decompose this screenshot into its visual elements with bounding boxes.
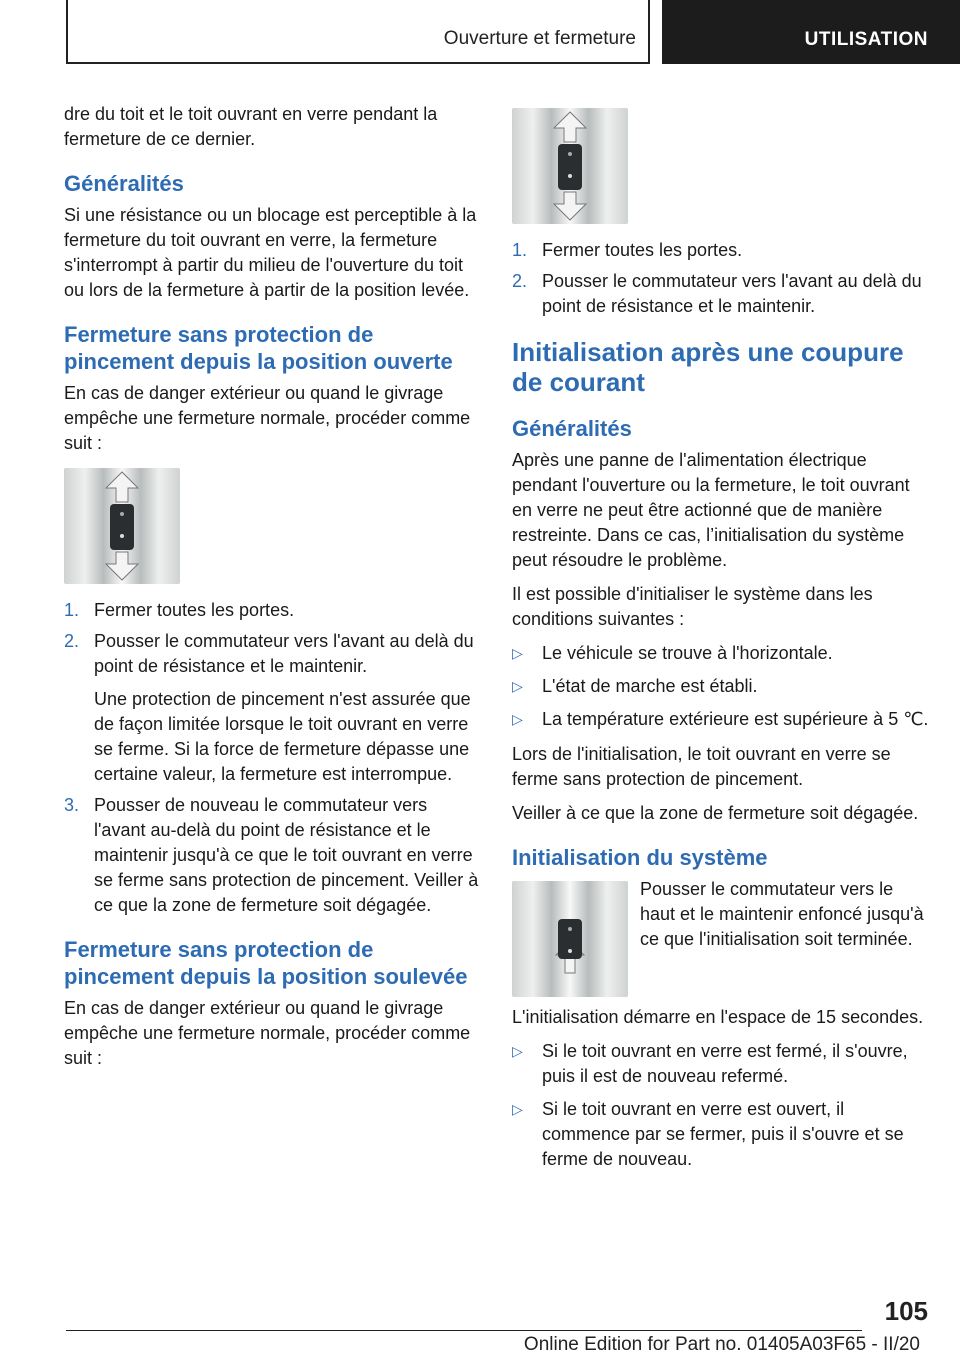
system-init-text: Pousser le commutateur vers le haut et le maintenir enfoncé jusqu'à ce que l'initialisation soit terminée. — [640, 879, 924, 949]
result-text: Si le toit ouvrant en verre est ouvert, il commence par se fermer, puis il s'ouvre et se ferme de nouveau. — [542, 1099, 904, 1169]
step-text: Fermer toutes les portes. — [542, 240, 743, 260]
header-rule-bottom — [66, 62, 650, 64]
step-number: 2. — [512, 271, 528, 291]
header-section-title: Ouverture et fermeture — [443, 28, 636, 49]
header-rule-left — [66, 0, 68, 64]
init-text-4: Veiller à ce que la zone de fermeture soit dégagée. — [512, 803, 919, 823]
steps-list-raised-position — [512, 238, 930, 319]
generalites-text: Si une résistance ou un blocage est perceptible à la fermeture du toit ouvrant en verre, la fermeture s'interrompt à partir du milieu de l'ouverture du toit ou lors de la fermeture à partir de la position levée. — [64, 205, 477, 300]
step-text: Pousser le commutateur vers l'avant au delà du point de résistance et le maintenir. — [542, 271, 922, 316]
roof-switch — [558, 919, 582, 959]
list-item — [512, 1097, 930, 1172]
switch-forward-illustration-2 — [512, 108, 628, 224]
step-text: Fermer toutes les portes. — [94, 600, 295, 620]
condition-text: Le véhicule se trouve à l'horizontale. — [542, 643, 833, 663]
header-rule-middle — [648, 0, 650, 64]
list-item — [512, 674, 930, 699]
triangle-bullet-icon: ▷ — [512, 1101, 523, 1117]
step-text: Pousser de nouveau le commutateur vers l'avant au-delà du point de résistance et le maintenir jusqu'à ce que le toit ouvrant en verre se ferme sans protection de pincement. Veiller à ce que la zone de fermeture soit dégagée. — [94, 795, 479, 915]
triangle-bullet-icon: ▷ — [512, 1043, 523, 1059]
condition-text: La température extérieure est supérieure à 5 ℃. — [542, 709, 929, 729]
step-number: 3. — [64, 795, 80, 815]
init-text-3: Lors de l'initialisation, le toit ouvrant en verre se ferme sans protection de pincement. — [512, 744, 891, 789]
list-item — [512, 238, 930, 263]
condition-text: L'état de marche est établi. — [542, 676, 758, 696]
steps-list-open-position — [64, 598, 482, 918]
roof-switch — [558, 144, 582, 190]
init-text-2: Il est possible d'initialiser le système dans les conditions suivantes : — [512, 584, 873, 629]
page-number: 105 — [884, 1296, 928, 1326]
step-number: 1. — [64, 600, 80, 620]
triangle-bullet-icon: ▷ — [512, 678, 523, 694]
switch-forward-illustration — [64, 468, 180, 584]
heading-initialisation: Initialisation après une coupure de courant — [512, 337, 904, 397]
step-text: Pousser le commutateur vers l'avant au delà du point de résistance et le maintenir. — [94, 631, 474, 676]
left-column — [64, 102, 482, 1080]
heading-system-initialisation: Initialisation du système — [512, 845, 768, 870]
list-item — [512, 641, 930, 666]
heading-closing-raised-position: Fermeture sans protection de pincement depuis la position soulevée — [64, 937, 468, 989]
init-text-5: L'initialisation démarre en l'espace de 15 secondes. — [512, 1007, 924, 1027]
footer-rule — [66, 1330, 862, 1331]
list-item — [64, 793, 482, 918]
triangle-bullet-icon: ▷ — [512, 711, 523, 727]
closing-open-position-text: En cas de danger extérieur ou quand le givrage empêche une fermeture normale, procéder comme suit : — [64, 383, 471, 453]
step-number: 2. — [64, 631, 80, 651]
system-init-block — [512, 877, 930, 1005]
triangle-bullet-icon: ▷ — [512, 645, 523, 661]
results-list — [512, 1039, 930, 1172]
list-item — [512, 269, 930, 319]
result-text: Si le toit ouvrant en verre est fermé, il s'ouvre, puis il est de nouveau refermé. — [542, 1041, 908, 1086]
step-number: 1. — [512, 240, 528, 260]
list-item — [512, 1039, 930, 1089]
conditions-list — [512, 641, 930, 732]
list-item — [64, 629, 482, 787]
heading-closing-open-position: Fermeture sans protection de pincement depuis la position ouverte — [64, 322, 453, 374]
heading-generalites: Généralités — [64, 171, 184, 196]
init-text-1: Après une panne de l'alimentation électrique pendant l'ouverture ou la fermeture, le toit ouvrant en verre ne peut être actionné que de manière restreinte. Dans ce cas, l’initialisation du système peut résoudre le problème. — [512, 450, 910, 570]
footer-edition: Online Edition for Part no. 01405A03F65 - II/20 — [523, 1334, 920, 1355]
closing-raised-position-text: En cas de danger extérieur ou quand le givrage empêche une fermeture normale, procéder comme suit : — [64, 998, 471, 1068]
header-chapter-label: UTILISATION — [804, 29, 928, 50]
right-column — [512, 102, 930, 1182]
list-item — [512, 707, 930, 732]
list-item — [64, 598, 482, 623]
step-note: Une protection de pincement n'est assurée que de façon limitée lorsque le toit ouvrant en verre se ferme. Si la force de fermeture dépasse une certaine valeur, la fermeture est interrompue. — [94, 689, 471, 784]
heading-generalites-2: Généralités — [512, 416, 632, 441]
roof-switch — [110, 504, 134, 550]
header-chapter-tab — [662, 0, 960, 64]
switch-up-illustration — [512, 881, 628, 997]
intro-text: dre du toit et le toit ouvrant en verre pendant la fermeture de ce dernier. — [64, 104, 438, 149]
